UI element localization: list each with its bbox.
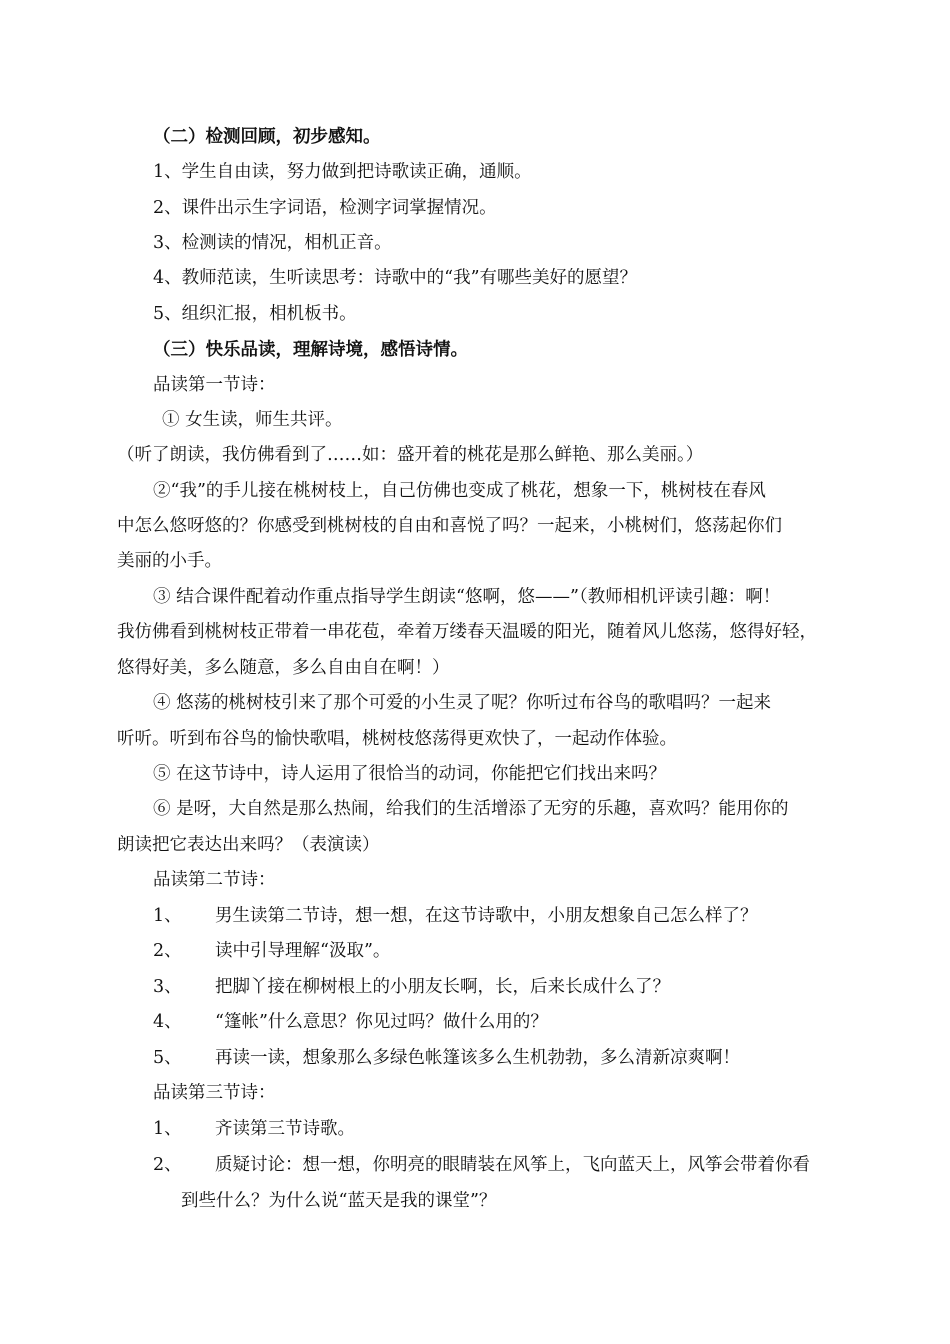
numbered-item bbox=[153, 975, 670, 999]
item-number: 3、 bbox=[153, 977, 182, 997]
item-number: 1、 bbox=[153, 1119, 182, 1139]
item-number: 1、 bbox=[153, 906, 182, 926]
item-text: 再读一读，想象那么多绿色帐篷该多么生机勃勃，多么清新凉爽啊！ bbox=[215, 1048, 740, 1068]
paragraph-5: ⑤ 在这节诗中，诗人运用了很恰当的动词，你能把它们找出来吗？ bbox=[153, 764, 667, 784]
paragraph-2-line: 中怎么悠呀悠的？你感受到桃树枝的自由和喜悦了吗？一起来，小桃树们，悠荡起你们 bbox=[117, 516, 782, 536]
subsection-title-2: 品读第二节诗： bbox=[153, 870, 276, 890]
item-text: 把脚丫接在柳树根上的小朋友长啊，长，后来长成什么了？ bbox=[215, 977, 670, 997]
numbered-item bbox=[153, 1153, 810, 1177]
list-item: 3、检测读的情况，相机正音。 bbox=[153, 233, 392, 253]
subsection-title-1: 品读第一节诗： bbox=[153, 375, 276, 395]
paragraph-2-line: ②“我”的手儿接在桃树枝上，自己仿佛也变成了桃花，想象一下，桃树枝在春风 bbox=[153, 481, 766, 501]
numbered-item-continuation: 到些什么？为什么说“蓝天是我的课堂”？ bbox=[181, 1191, 497, 1211]
list-item: 2、课件出示生字词语，检测字词掌握情况。 bbox=[153, 198, 497, 218]
numbered-item bbox=[153, 939, 390, 963]
section-heading-2: （二）检测回顾，初步感知。 bbox=[153, 127, 381, 147]
item-number: 4、 bbox=[153, 1012, 182, 1032]
paragraph-6-line: ⑥ 是呀，大自然是那么热闹，给我们的生活增添了无穷的乐趣，喜欢吗？能用你的 bbox=[153, 799, 789, 819]
item-number: 2、 bbox=[153, 941, 182, 961]
item-text: “篷帐”什么意思？你见过吗？做什么用的？ bbox=[215, 1012, 548, 1032]
paragraph-3-line: ③ 结合课件配着动作重点指导学生朗读“悠啊，悠——”（教师相机评读引趣：啊！ bbox=[153, 587, 781, 607]
paragraph-4-line: ④ 悠荡的桃树枝引来了那个可爱的小生灵了呢？你听过布谷鸟的歌唱吗？一起来 bbox=[153, 693, 772, 713]
item-text: 质疑讨论：想一想，你明亮的眼睛装在风筝上，飞向蓝天上，风筝会带着你看 bbox=[215, 1155, 810, 1175]
paragraph-4-line: 听听。听到布谷鸟的愉快歌唱，桃树枝悠荡得更欢快了，一起动作体验。 bbox=[117, 729, 677, 749]
numbered-item bbox=[153, 1010, 548, 1034]
item-number: 2、 bbox=[153, 1155, 182, 1175]
item-text: 男生读第二节诗，想一想，在这节诗歌中，小朋友想象自己怎么样了？ bbox=[215, 906, 758, 926]
section-heading-3: （三）快乐品读，理解诗境，感悟诗情。 bbox=[153, 340, 468, 360]
paragraph-3-line: 悠得好美，多么随意，多么自由自在啊！） bbox=[117, 658, 450, 678]
list-item: 5、组织汇报，相机板书。 bbox=[153, 304, 357, 324]
item-text: 齐读第三节诗歌。 bbox=[215, 1119, 355, 1139]
subsection-title-3: 品读第三节诗： bbox=[153, 1083, 276, 1103]
numbered-item bbox=[153, 904, 758, 928]
paragraph-1-note: （听了朗读，我仿佛看到了……如：盛开着的桃花是那么鲜艳、那么美丽。） bbox=[117, 445, 704, 465]
paragraph-3-line: 我仿佛看到桃树枝正带着一串花苞，牵着万缕春天温暖的阳光，随着风儿悠荡，悠得好轻， bbox=[117, 622, 817, 642]
list-item: 4、教师范读，生听读思考：诗歌中的“我”有哪些美好的愿望？ bbox=[153, 268, 638, 288]
paragraph-6-line: 朗读把它表达出来吗？（表演读） bbox=[117, 835, 380, 855]
numbered-item bbox=[153, 1117, 355, 1141]
numbered-item bbox=[153, 1046, 740, 1070]
paragraph-1: ① 女生读，师生共评。 bbox=[162, 410, 343, 430]
paragraph-2-line: 美丽的小手。 bbox=[117, 551, 222, 571]
item-number: 5、 bbox=[153, 1048, 182, 1068]
list-item: 1、学生自由读，努力做到把诗歌读正确，通顺。 bbox=[153, 162, 532, 182]
item-text: 读中引导理解“汲取”。 bbox=[215, 941, 391, 961]
